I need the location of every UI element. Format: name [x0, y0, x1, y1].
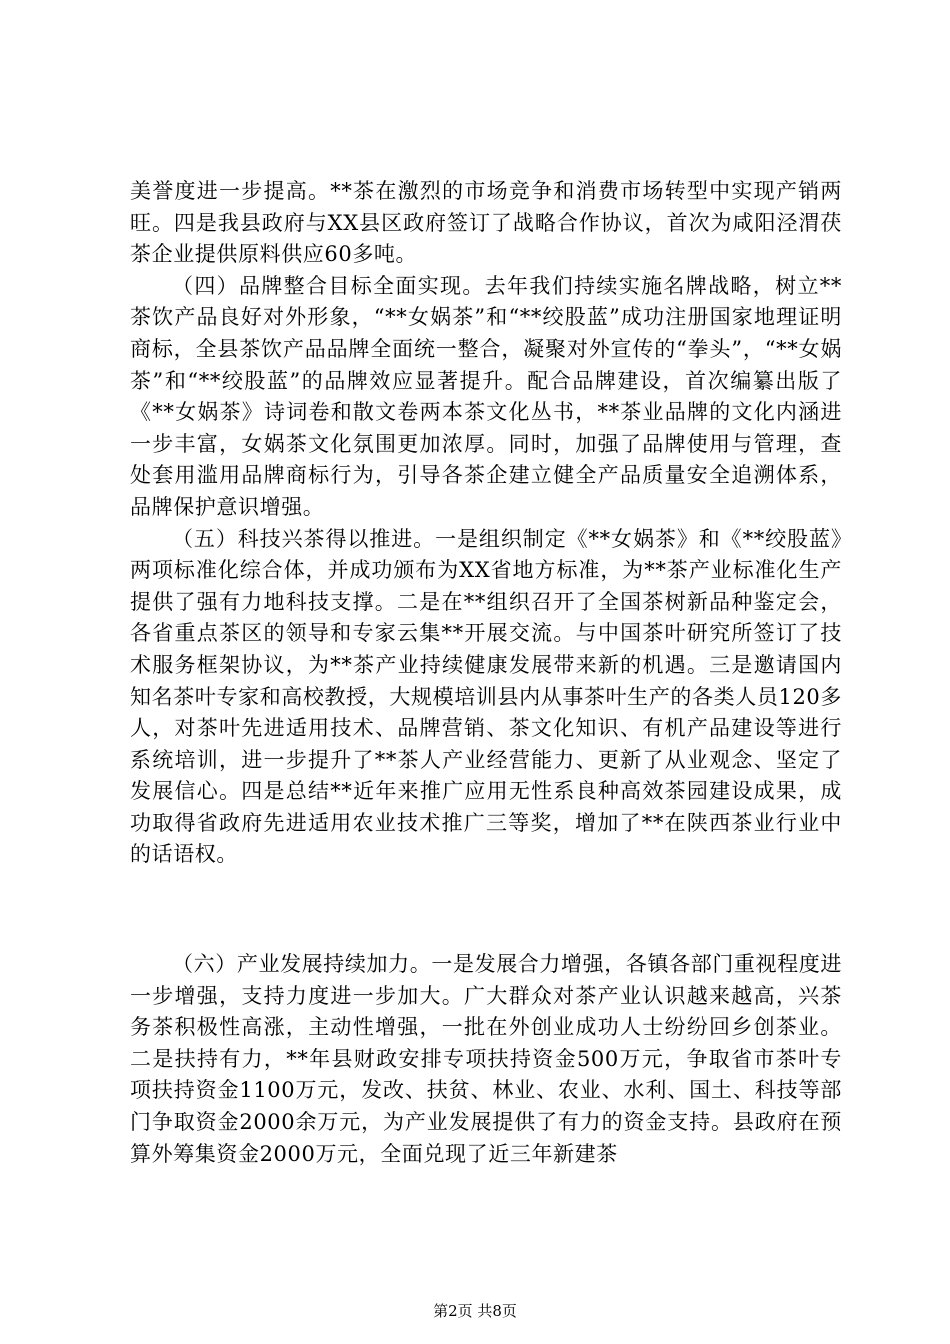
paragraph-industry-development: （六）产业发展持续加力。一是发展合力增强，各镇各部门重视程度进一步增强，支持力度进一步加大。广大群众对茶产业认识越来越高，兴茶务茶积极性高涨，主动性增强，一批在外创业成功人士纷纷回乡创茶业。二是扶持有力，**年县财政安排专项扶持资金500万元，争取省市茶叶专项扶持资金1100万元，发改、扶贫、林业、农业、水利、国土、科技等部门争取资金2000余万元，为产业发展提供了有力的资金支持。县政府在预算外筹集资金2000万元，全面兑现了近三年新建茶 — [130, 952, 842, 1166]
paragraph-continuation: 美誉度进一步提高。**茶在激烈的市场竞争和消费市场转型中实现产销两旺。四是我县政府与XX县区政府签订了战略合作协议，首次为咸阳泾渭茯茶企业提供原料供应60多吨。 — [130, 179, 842, 267]
document-body-top — [130, 176, 842, 871]
document-body-bottom — [130, 949, 842, 1170]
paragraph-tech-promotion: （五）科技兴茶得以推进。一是组织制定《**女娲茶》和《**绞股蓝》两项标准化综合体，并成功颁布为XX省地方标准，为**茶产业标准化生产提供了强有力地科技支撑。二是在**组织召开了全国茶树新品种鉴定会，各省重点茶区的领导和专家云集**开展交流。与中国茶叶研究所签订了技术服务框架协议，为**茶产业持续健康发展带来新的机遇。三是邀请国内知名茶叶专家和高校教授，大规模培训县内从事茶叶生产的各类人员120多人，对茶叶先进适用技术、品牌营销、茶文化知识、有机产品建设等进行系统培训，进一步提升了**茶人产业经营能力、更新了从业观念、坚定了发展信心。四是总结**近年来推广应用无性系良种高效茶园建设成果，成功取得省政府先进适用农业技术推广三等奖，增加了**在陕西茶业行业中的话语权。 — [130, 526, 842, 867]
page-footer: 第2页 共8页 — [433, 1302, 517, 1320]
paragraph-brand-integration: （四）品牌整合目标全面实现。去年我们持续实施名牌战略，树立**茶饮产品良好对外形象，“**女娲茶”和“**绞股蓝”成功注册国家地理证明商标，全县茶饮产品品牌全面统一整合，凝聚对外宣传的“拳头”，“**女娲茶”和“**绞股蓝”的品牌效应显著提升。配合品牌建设，首次编纂出版了《**女娲茶》诗词卷和散文卷两本茶文化丛书，**茶业品牌的文化内涵进一步丰富，女娲茶文化氛围更加浓厚。同时，加强了品牌使用与管理，查处套用滥用品牌商标行为，引导各茶企建立健全产品质量安全追溯体系，品牌保护意识增强。 — [130, 273, 842, 519]
